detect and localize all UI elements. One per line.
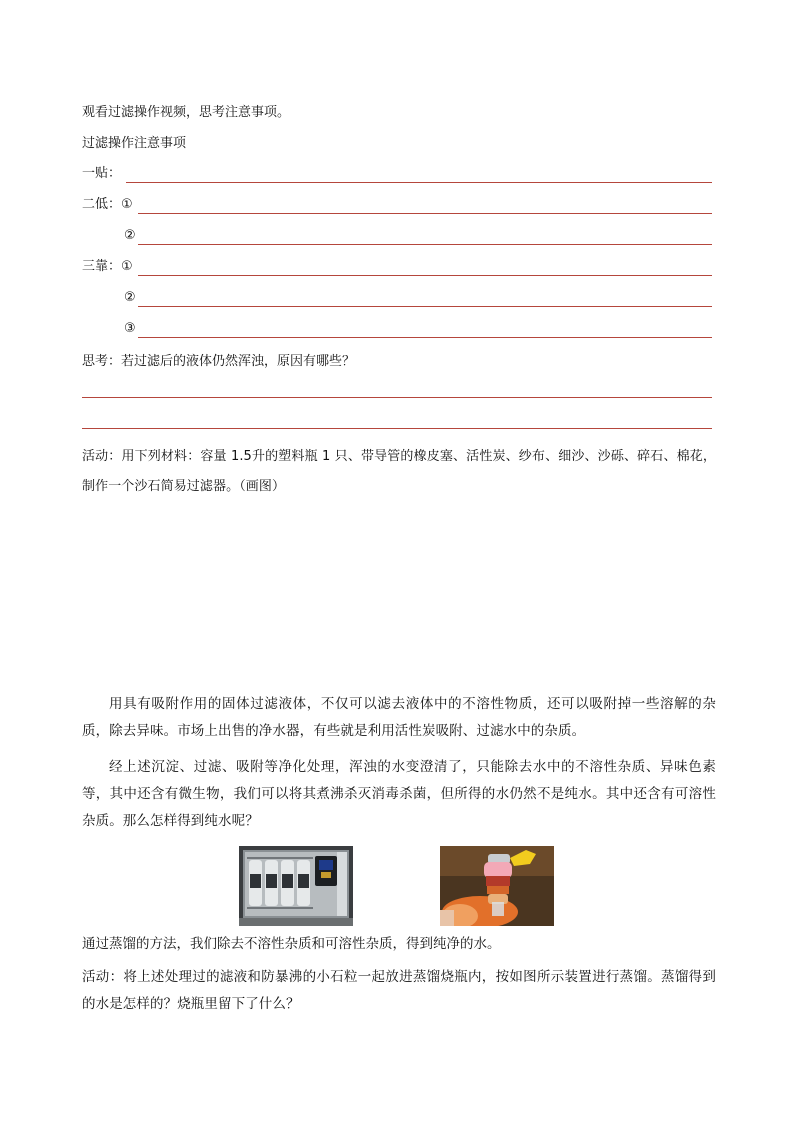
answer-line[interactable] <box>126 182 712 183</box>
faucet-filter-photo <box>440 846 554 926</box>
water-purifier-photo <box>239 846 353 926</box>
answer-line[interactable] <box>82 428 712 429</box>
answer-line[interactable] <box>138 306 712 307</box>
fill-label: 三靠：① <box>82 259 133 274</box>
fill-row-er-di-1 <box>82 196 712 216</box>
answer-line[interactable] <box>138 337 712 338</box>
fill-label: 二低：① <box>82 197 133 212</box>
fill-row-san-kao-3 <box>82 320 712 340</box>
section-heading: 过滤操作注意事项 <box>82 136 187 151</box>
paragraph-adsorption: 用具有吸附作用的固体过滤液体，不仅可以滤去液体中的不溶性物质，还可以吸附掉一些溶解的杂质，除去异味。市场上出售的净水器，有些就是利用活性炭吸附、过滤水中的杂质。 <box>82 696 716 739</box>
answer-line[interactable] <box>138 213 712 214</box>
distillation-text: 通过蒸馏的方法，我们除去不溶性杂质和可溶性杂质，得到纯净的水。 <box>82 936 501 952</box>
activity-filter-text: 活动：用下列材料：容量 1.5升的塑料瓶 1 只、带导管的橡皮塞、活性炭、纱布、细沙、沙砾、碎石、棉花，制作一个沙石简易过滤器。（画图） <box>82 449 716 494</box>
answer-line[interactable] <box>138 275 712 276</box>
fill-row-san-kao-1 <box>82 258 712 278</box>
activity-distill-text: 活动：将上述处理过的滤液和防暴沸的小石粒一起放进蒸馏烧瓶内，按如图所示装置进行蒸馏。蒸馏得到的水是怎样的？烧瓶里留下了什么？ <box>82 969 716 1012</box>
think-question: 思考：若过滤后的液体仍然浑浊，原因有哪些？ <box>82 354 356 369</box>
answer-line[interactable] <box>138 244 712 245</box>
fill-label: ② <box>124 228 136 243</box>
fill-row-san-kao-2 <box>82 289 712 309</box>
fill-label: ② <box>124 290 136 305</box>
fill-row-yi-tie <box>82 165 712 185</box>
fill-label: 一贴： <box>82 166 122 181</box>
paragraph-purification: 经上述沉淀、过滤、吸附等净化处理，浑浊的水变澄清了，只能除去水中的不溶性杂质、异味色素等，其中还含有微生物，我们可以将其煮沸杀灭消毒杀菌，但所得的水仍然不是纯水。其中还含有可溶性杂质。那么怎样得到纯水呢？ <box>82 759 716 829</box>
fill-row-er-di-2 <box>82 227 712 247</box>
fill-label: ③ <box>124 321 136 336</box>
answer-line[interactable] <box>82 397 712 398</box>
intro-text: 观看过滤操作视频，思考注意事项。 <box>82 105 291 120</box>
